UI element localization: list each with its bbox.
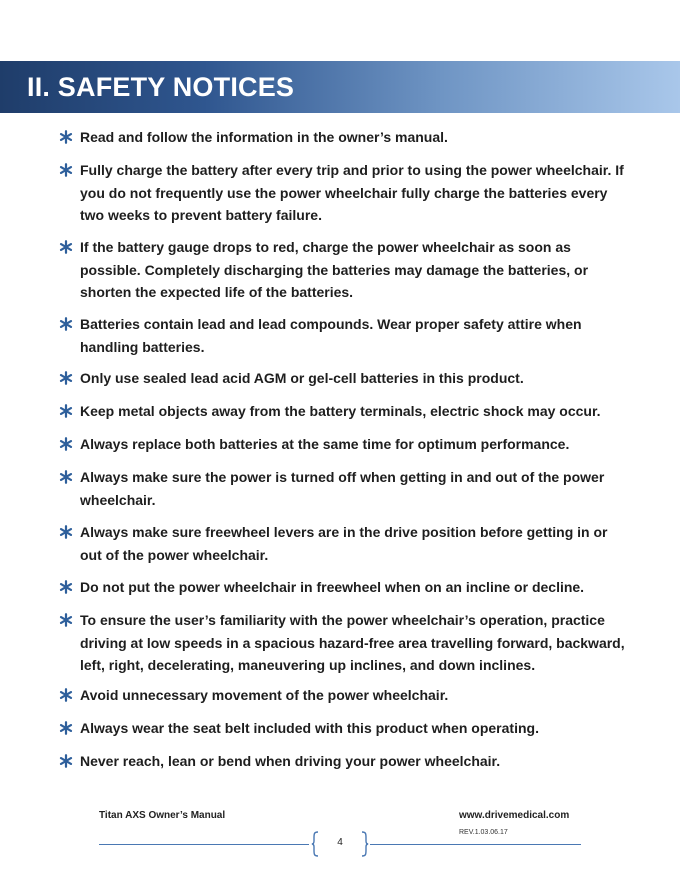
safety-notice [80, 521, 625, 566]
safety-notice-text: Batteries contain lead and lead compounds. Wear proper safety attire when handling batteries. [80, 316, 582, 355]
safety-notice-text: Only use sealed lead acid AGM or gel-cell batteries in this product. [80, 370, 524, 386]
safety-notice [80, 367, 625, 390]
left-brace-icon [311, 831, 319, 857]
safety-notice [80, 236, 625, 304]
footer-manual-title: Titan AXS Owner’s Manual [99, 810, 226, 821]
safety-notice [80, 466, 625, 511]
safety-notice [80, 684, 625, 707]
safety-notice [80, 159, 625, 227]
asterisk-icon [59, 317, 73, 331]
asterisk-icon [59, 404, 73, 418]
asterisk-icon [59, 371, 73, 385]
asterisk-icon [59, 613, 73, 627]
asterisk-icon [59, 580, 73, 594]
right-brace-icon [361, 831, 369, 857]
safety-notice [80, 750, 625, 773]
asterisk-icon [59, 688, 73, 702]
safety-notice-text: Keep metal objects away from the battery terminals, electric shock may occur. [80, 403, 601, 419]
footer-website: www.drivemedical.com [459, 810, 570, 821]
footer-divider-left [99, 844, 309, 845]
safety-notice-text: Always make sure freewheel levers are in the drive position before getting in or out of the power wheelchair. [80, 524, 608, 563]
asterisk-icon [59, 754, 73, 768]
safety-notice-text: Never reach, lean or bend when driving your power wheelchair. [80, 753, 501, 769]
asterisk-icon [59, 130, 73, 144]
footer-revision: REV.1.03.06.17 [459, 829, 508, 836]
page-number: 4 [337, 837, 343, 848]
safety-notice-text: Always replace both batteries at the same time for optimum performance. [80, 436, 570, 452]
section-header-banner [0, 61, 680, 113]
safety-notice [80, 313, 625, 358]
safety-notice-text: If the battery gauge drops to red, charge the power wheelchair as soon as possible. Completely discharging the batteries may damage the batteries, or shorten the expected life of the batteries. [80, 239, 589, 300]
safety-notice-text: To ensure the user’s familiarity with the power wheelchair’s operation, practice driving at low speeds in a spacious hazard-free area travelling forward, backward, left, right, decelerating, maneuvering up inclines, and down inclines. [80, 612, 625, 673]
asterisk-icon [59, 525, 73, 539]
asterisk-icon [59, 721, 73, 735]
safety-notice-text: Avoid unnecessary movement of the power wheelchair. [80, 687, 449, 703]
asterisk-icon [59, 437, 73, 451]
safety-notice [80, 126, 625, 149]
safety-notice-text: Fully charge the battery after every trip and prior to using the power wheelchair. If you do not frequently use the power wheelchair fully charge the batteries every two weeks to prevent battery failure. [80, 162, 624, 223]
safety-notice [80, 400, 625, 423]
section-title: II. SAFETY NOTICES [27, 72, 295, 102]
asterisk-icon [59, 240, 73, 254]
safety-notice [80, 717, 625, 740]
safety-notice-text: Read and follow the information in the owner’s manual. [80, 129, 448, 145]
footer-divider-right [370, 844, 581, 845]
asterisk-icon [59, 470, 73, 484]
safety-notice [80, 609, 625, 677]
safety-notice [80, 576, 625, 599]
safety-notice-text: Always make sure the power is turned off when getting in and out of the power wheelchair. [80, 469, 605, 508]
safety-notice-text: Always wear the seat belt included with this product when operating. [80, 720, 539, 736]
safety-notice [80, 433, 625, 456]
asterisk-icon [59, 163, 73, 177]
safety-notice-text: Do not put the power wheelchair in freewheel when on an incline or decline. [80, 579, 585, 595]
